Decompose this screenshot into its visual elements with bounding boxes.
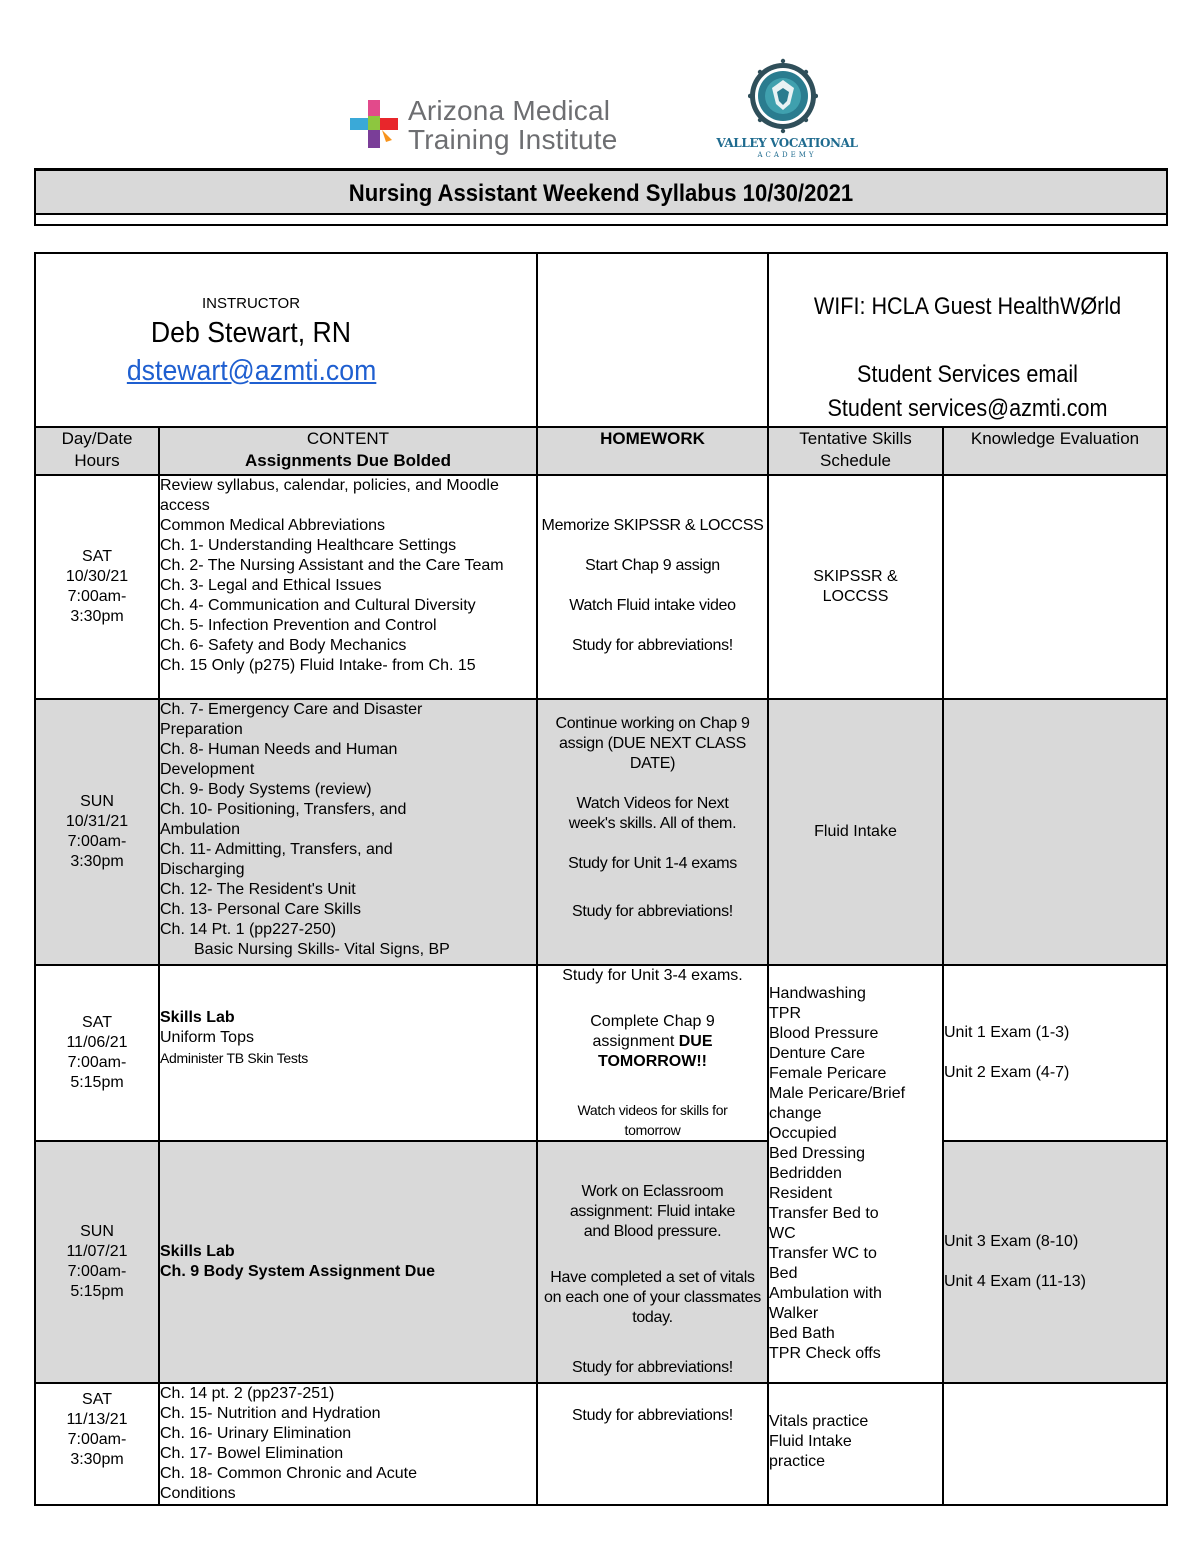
exam-item: Unit 4 Exam (11-13) — [944, 1273, 1086, 1290]
row4-content — [159, 1141, 537, 1383]
syllabus-table — [34, 252, 1168, 1506]
title-spacer — [34, 212, 1168, 226]
row2-day: SUN 10/31/21 7:00am- 3:30pm — [35, 699, 159, 965]
row1-skills: SKIPSSR & LOCCSS — [768, 475, 943, 699]
homework-item: Study for Unit 1-4 exams — [568, 855, 737, 872]
list-item: Ch. 16- Urinary Elimination — [160, 1425, 352, 1442]
homework-item: Watch Videos for Next week's skills. All of them. — [568, 795, 737, 832]
homework-item: Study for abbreviations! — [572, 903, 733, 920]
homework-item: Complete Chap 9 assignment DUE TOMORROW!! — [590, 1013, 715, 1070]
schedule-row-sat-1106 — [35, 965, 1167, 1141]
row1-knowledge — [943, 475, 1167, 699]
row2-homework — [537, 699, 768, 965]
list-item: Bed Bath — [769, 1325, 835, 1342]
list-item: Common Medical Abbreviations — [160, 517, 385, 534]
row1-content — [159, 475, 537, 699]
schedule-row-sun-1031 — [35, 699, 1167, 965]
list-item: Ch. 18- Common Chronic and Acute Conditions — [160, 1465, 418, 1502]
exam-item: Unit 3 Exam (8-10) — [944, 1233, 1079, 1250]
header-row — [35, 427, 1167, 475]
list-item: Transfer WC to Bed — [769, 1245, 877, 1282]
instructor-name: Deb Stewart, RN — [150, 317, 352, 349]
row4-homework — [537, 1141, 768, 1383]
wifi-info: WIFI: HCLA Guest HealthWØrld — [813, 293, 1122, 320]
header-knowledge: Knowledge Evaluation — [943, 427, 1167, 475]
list-item: Ch. 3- Legal and Ethical Issues — [160, 577, 382, 594]
list-item: Transfer Bed to WC — [769, 1205, 879, 1242]
page-title: Nursing Assistant Weekend Syllabus 10/30/2021 — [348, 180, 854, 207]
student-services-label: Student Services email — [857, 361, 1078, 388]
row4-knowledge — [943, 1141, 1167, 1383]
list-item: Ch. 11- Admitting, Transfers, and Discharging — [160, 841, 393, 878]
row4-day: SUN 11/07/21 7:00am- 5:15pm — [35, 1141, 159, 1383]
homework-item: Start Chap 9 assign — [585, 557, 720, 574]
homework-item: Continue working on Chap 9 assign (DUE NEXT CLASS DATE) — [555, 715, 750, 772]
homework-item: Study for abbreviations! — [572, 1359, 733, 1376]
list-item: Basic Nursing Skills- Vital Signs, BP — [194, 941, 450, 958]
list-item: Handwashing — [769, 985, 866, 1002]
instructor-label: INSTRUCTOR — [201, 295, 301, 312]
list-item: Ch. 4- Communication and Cultural Diversity — [160, 597, 476, 614]
list-item: Ch. 14 Pt. 1 (pp227-250) — [160, 921, 337, 938]
list-item: Ch. 17- Bowel Elimination — [160, 1445, 344, 1462]
list-item: Ch. 12- The Resident's Unit — [160, 881, 356, 898]
list-item: Blood Pressure — [769, 1025, 879, 1042]
row3-knowledge — [943, 965, 1167, 1141]
syllabus-title-bar — [34, 168, 1168, 215]
homework-item: Watch videos for skills for tomorrow — [577, 1102, 728, 1138]
medical-cross-logo-icon — [348, 98, 406, 150]
header-skills: Tentative Skills Schedule — [768, 427, 943, 475]
row3-content — [159, 965, 537, 1141]
homework-item: Watch Fluid intake video — [569, 597, 736, 614]
schedule-row-sun-1107 — [35, 1141, 1167, 1383]
list-item: Ch. 9 Body System Assignment Due — [160, 1263, 436, 1280]
row1-day: SAT 10/30/21 7:00am- 3:30pm — [35, 475, 159, 699]
list-item: Occupied Bed Dressing — [769, 1125, 866, 1162]
row2-content — [159, 699, 537, 965]
row5-day: SAT 11/13/21 7:00am- 3:30pm — [35, 1383, 159, 1505]
list-item: Administer TB Skin Tests — [160, 1050, 308, 1066]
list-item: Ch. 8- Human Needs and Human Development — [160, 741, 398, 778]
amti-logo — [348, 96, 628, 160]
header-day: Day/Date Hours — [35, 427, 159, 475]
homework-item: Work on Eclassroom assignment: Fluid intake and Blood pressure. — [569, 1183, 736, 1240]
row1-homework — [537, 475, 768, 699]
list-item: Ambulation with Walker — [769, 1285, 882, 1322]
list-item: Ch. 13- Personal Care Skills — [160, 901, 361, 918]
homework-item: Study for Unit 3-4 exams. — [562, 967, 743, 984]
instructor-email-link[interactable]: dstewart@azmti.com — [126, 355, 377, 387]
homework-item: Memorize SKIPSSR & LOCCSS — [541, 517, 764, 534]
list-item: Ch. 2- The Nursing Assistant and the Care Team — [160, 557, 504, 574]
header-homework: HOMEWORK — [537, 427, 768, 475]
list-item: Denture Care — [769, 1045, 866, 1062]
row5-skills: Vitals practice Fluid Intake practice — [768, 1383, 943, 1505]
list-item: Bedridden Resident — [769, 1165, 842, 1202]
instructor-cell — [35, 253, 537, 427]
row5-knowledge — [943, 1383, 1167, 1505]
row2-skills: Fluid Intake — [768, 699, 943, 965]
list-item: Ch. 15- Nutrition and Hydration — [160, 1405, 381, 1422]
row3-homework — [537, 965, 768, 1141]
schedule-row-sat-1113 — [35, 1383, 1167, 1505]
list-item: Ch. 14 pt. 2 (pp237-251) — [160, 1385, 335, 1402]
list-item: Ch. 9- Body Systems (review) — [160, 781, 372, 798]
skills-weekend-cell — [768, 965, 943, 1383]
list-item: Male Pericare/Brief change — [769, 1085, 906, 1122]
list-item: Ch. 1- Understanding Healthcare Settings — [160, 537, 457, 554]
info-row — [35, 253, 1167, 427]
info-empty-cell — [537, 253, 768, 427]
homework-item: Have completed a set of vitals on each one of your classmates today. — [544, 1269, 761, 1326]
list-item: TPR Check offs — [769, 1345, 881, 1362]
list-item: Uniform Tops — [160, 1029, 254, 1046]
vva-logo-sub: ACADEMY — [757, 151, 817, 159]
list-item: Ch. 7- Emergency Care and Disaster Preparation — [160, 701, 423, 738]
list-item: Ch. 6- Safety and Body Mechanics — [160, 637, 407, 654]
list-item: Female Pericare — [769, 1065, 887, 1082]
row3-day: SAT 11/06/21 7:00am- 5:15pm — [35, 965, 159, 1141]
vva-logo-name: VALLEY VOCATIONAL — [716, 136, 858, 150]
list-item: Skills Lab — [160, 1009, 235, 1026]
list-item: Ch. 5- Infection Prevention and Control — [160, 617, 437, 634]
homework-item: Study for abbreviations! — [572, 637, 733, 654]
student-services-email: Student services@azmti.com — [827, 395, 1108, 422]
wifi-services-cell — [768, 253, 1167, 427]
list-item: Skills Lab — [160, 1243, 235, 1260]
schedule-row-sat-1030 — [35, 475, 1167, 699]
list-item: Review syllabus, calendar, policies, and Moodle access — [160, 477, 499, 514]
list-item: Ch. 10- Positioning, Transfers, and Ambulation — [160, 801, 407, 838]
exam-item: Unit 2 Exam (4-7) — [944, 1064, 1070, 1081]
vva-logo — [712, 58, 862, 162]
row5-homework — [537, 1383, 768, 1505]
list-item: TPR — [769, 1005, 801, 1022]
academy-seal-icon — [748, 58, 818, 138]
homework-item: Study for abbreviations! — [572, 1407, 733, 1424]
list-item: Ch. 15 Only (p275) Fluid Intake- from Ch. 15 — [160, 657, 476, 674]
header-content: CONTENT Assignments Due Bolded — [159, 427, 537, 475]
amti-logo-text: Arizona Medical Training Institute — [408, 95, 618, 155]
row5-content — [159, 1383, 537, 1505]
row2-knowledge — [943, 699, 1167, 965]
exam-item: Unit 1 Exam (1-3) — [944, 1024, 1070, 1041]
